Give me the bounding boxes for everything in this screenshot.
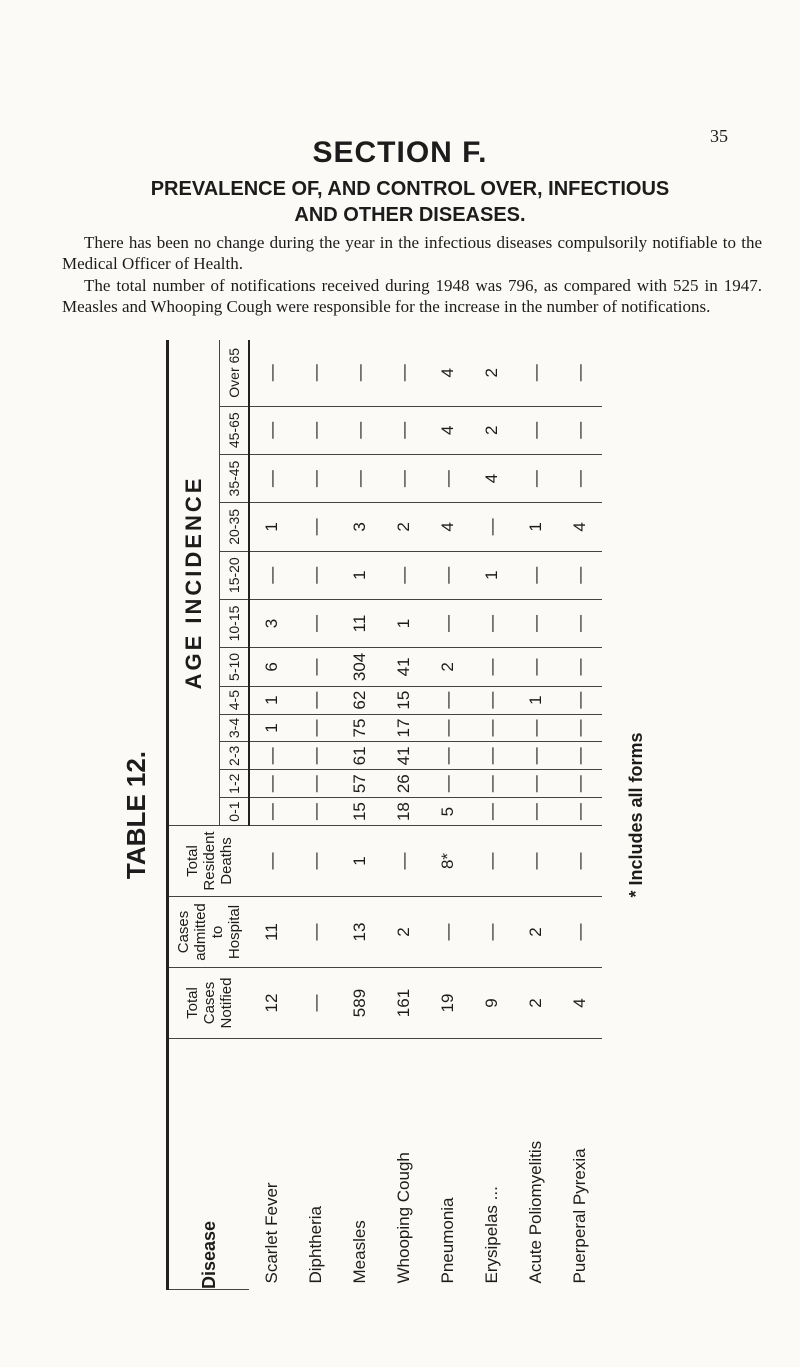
age-cell: —: [470, 770, 514, 798]
footnote: * Includes all forms: [626, 732, 646, 898]
admitted-cell: 11: [249, 897, 294, 968]
age-cell: —: [558, 798, 602, 826]
age-cell: —: [426, 551, 470, 599]
age-cell: —: [514, 406, 558, 454]
age-cell: —: [470, 714, 514, 742]
heading-line-1: PREVALENCE OF, AND CONTROL OVER, INFECTIOUS: [150, 178, 670, 200]
disease-header: Disease: [168, 1039, 250, 1290]
age-cell: —: [514, 798, 558, 826]
age-cell: 6: [249, 648, 294, 687]
age-cell: 41: [382, 648, 426, 687]
age-cell: 17: [382, 714, 426, 742]
age-cell: 11: [338, 599, 382, 647]
table-row: [294, 340, 338, 1290]
age-cell: 1: [338, 551, 382, 599]
admitted-cell: 2: [514, 897, 558, 968]
age-cell: —: [382, 406, 426, 454]
rotated-table: [106, 340, 706, 1290]
age-cell: —: [558, 340, 602, 406]
deaths-cell: —: [558, 826, 602, 897]
age-cell: —: [470, 503, 514, 551]
age-cell: 75: [338, 714, 382, 742]
age-cell: —: [558, 599, 602, 647]
total-cell: 589: [338, 968, 382, 1039]
admitted-cell: 13: [338, 897, 382, 968]
age-cell: —: [558, 742, 602, 770]
deaths-header: Total Resident Deaths: [168, 826, 250, 897]
age-cell: —: [294, 454, 338, 502]
age-cell: 3: [338, 503, 382, 551]
age-cell: 57: [338, 770, 382, 798]
age-column-header: 15-20: [220, 551, 250, 599]
table-row: [514, 340, 558, 1290]
disease-name: Acute Poliomyelitis: [526, 1140, 545, 1284]
disease-name: Scarlet Fever: [261, 1182, 281, 1284]
age-cell: —: [470, 798, 514, 826]
age-column-header: 35-45: [220, 454, 250, 502]
age-cell: 5: [426, 798, 470, 826]
age-cell: —: [294, 503, 338, 551]
disease-name: Whooping Cough: [394, 1152, 413, 1284]
age-incidence-header: AGE INCIDENCE: [168, 340, 220, 826]
age-cell: —: [470, 599, 514, 647]
disease-name: Diphtheria: [306, 1206, 325, 1284]
age-cell: —: [470, 686, 514, 714]
age-cell: 26: [382, 770, 426, 798]
admitted-cell: 2: [382, 897, 426, 968]
age-cell: —: [426, 454, 470, 502]
age-column-header: Over 65: [220, 340, 250, 406]
age-cell: —: [514, 454, 558, 502]
table-body: [249, 340, 602, 1290]
age-cell: 62: [338, 686, 382, 714]
age-cell: —: [249, 551, 294, 599]
total-cell: 2: [514, 968, 558, 1039]
age-column-header: 5-10: [220, 648, 250, 687]
admitted-cell: —: [558, 897, 602, 968]
total-header: Total Cases Notified: [168, 968, 250, 1039]
age-cell: —: [514, 551, 558, 599]
age-column-header: 10-15: [220, 599, 250, 647]
age-cell: —: [249, 454, 294, 502]
age-cell: 1: [514, 686, 558, 714]
deaths-cell: 8*: [426, 826, 470, 897]
age-cell: —: [338, 454, 382, 502]
disease-name: Puerperal Pyrexia: [570, 1148, 589, 1284]
deaths-cell: —: [470, 826, 514, 897]
age-cell: —: [558, 551, 602, 599]
table-row: [426, 340, 470, 1290]
age-cell: —: [294, 798, 338, 826]
deaths-cell: 1: [338, 826, 382, 897]
disease-name: Pneumonia: [438, 1197, 457, 1284]
age-cell: 1: [249, 714, 294, 742]
age-cell: —: [382, 454, 426, 502]
age-cell: 61: [338, 742, 382, 770]
age-cell: —: [514, 742, 558, 770]
age-cell: 4: [426, 406, 470, 454]
deaths-cell: —: [249, 826, 294, 897]
age-cell: —: [294, 599, 338, 647]
section-title: SECTION F.: [312, 136, 488, 169]
age-cell: 3: [249, 599, 294, 647]
table-title: TABLE 12.: [121, 750, 151, 880]
age-cell: —: [426, 686, 470, 714]
total-cell: 12: [249, 968, 294, 1039]
age-cell: —: [249, 340, 294, 406]
age-cell: 1: [382, 599, 426, 647]
age-cell: —: [558, 454, 602, 502]
deaths-cell: —: [294, 826, 338, 897]
admitted-cell: —: [294, 897, 338, 968]
age-column-header: 2-3: [220, 742, 250, 770]
age-cell: —: [249, 406, 294, 454]
age-cell: —: [514, 770, 558, 798]
total-cell: 161: [382, 968, 426, 1039]
page-number: 35: [710, 126, 728, 146]
age-cell: —: [249, 798, 294, 826]
age-cell: —: [249, 770, 294, 798]
age-cell: 2: [470, 406, 514, 454]
age-cell: 4: [470, 454, 514, 502]
age-cell: —: [558, 648, 602, 687]
deaths-cell: —: [382, 826, 426, 897]
table-row: [470, 340, 514, 1290]
total-cell: 19: [426, 968, 470, 1039]
age-cell: —: [514, 648, 558, 687]
total-cell: —: [294, 968, 338, 1039]
age-cell: 4: [426, 503, 470, 551]
age-cell: —: [294, 406, 338, 454]
age-cell: —: [294, 686, 338, 714]
age-cell: 41: [382, 742, 426, 770]
age-column-header: 0-1: [220, 798, 250, 826]
age-cell: —: [294, 340, 338, 406]
age-cell: —: [514, 599, 558, 647]
age-cell: 1: [514, 503, 558, 551]
age-cell: 2: [470, 340, 514, 406]
age-cell: —: [514, 714, 558, 742]
age-cell: —: [558, 406, 602, 454]
age-cell: 4: [426, 340, 470, 406]
age-cell: —: [470, 648, 514, 687]
disease-table: [166, 340, 602, 1290]
age-cell: —: [558, 686, 602, 714]
age-cell: —: [338, 340, 382, 406]
admitted-header: Cases admitted to Hospital: [168, 897, 250, 968]
age-cell: —: [514, 340, 558, 406]
paragraph-2: The total number of notifications received during 1948 was 796, as compared with 525 in 1947. Measles and Whooping Cough were responsible for the increase in the number of notifications.: [62, 276, 762, 316]
age-cell: —: [426, 714, 470, 742]
age-cell: —: [294, 770, 338, 798]
age-cell: 4: [558, 503, 602, 551]
age-cell: —: [249, 742, 294, 770]
age-column-header: 3-4: [220, 714, 250, 742]
age-cell: 304: [338, 648, 382, 687]
age-cell: —: [294, 551, 338, 599]
age-cell: 15: [382, 686, 426, 714]
table-row: [338, 340, 382, 1290]
table-row: [558, 340, 602, 1290]
admitted-cell: —: [470, 897, 514, 968]
age-cell: —: [382, 340, 426, 406]
admitted-cell: —: [426, 897, 470, 968]
age-cell: —: [294, 714, 338, 742]
age-cell: 2: [382, 503, 426, 551]
age-cell: 1: [470, 551, 514, 599]
age-cell: 1: [249, 686, 294, 714]
age-cell: —: [470, 742, 514, 770]
age-cell: —: [426, 770, 470, 798]
age-cell: —: [382, 551, 426, 599]
disease-name: Erysipelas ...: [482, 1186, 501, 1284]
age-cell: —: [338, 406, 382, 454]
deaths-cell: —: [514, 826, 558, 897]
age-cell: 15: [338, 798, 382, 826]
age-column-header: 1-2: [220, 770, 250, 798]
age-cell: 18: [382, 798, 426, 826]
age-column-header: 45-65: [220, 406, 250, 454]
table-row: [382, 340, 426, 1290]
age-cell: —: [558, 714, 602, 742]
total-cell: 9: [470, 968, 514, 1039]
total-cell: 4: [558, 968, 602, 1039]
age-cell: —: [294, 648, 338, 687]
heading-line-2: AND OTHER DISEASES.: [294, 204, 526, 226]
age-cell: —: [294, 742, 338, 770]
age-cell: 2: [426, 648, 470, 687]
age-cell: 1: [249, 503, 294, 551]
age-cell: —: [426, 599, 470, 647]
age-cell: —: [426, 742, 470, 770]
disease-name: Measles: [350, 1220, 369, 1284]
age-cell: —: [558, 770, 602, 798]
age-column-header: 4-5: [220, 686, 250, 714]
age-column-header: 20-35: [220, 503, 250, 551]
table-row: [249, 340, 294, 1290]
paragraph-1: There has been no change during the year in the infectious diseases compulsorily notifiable to the Medical Officer of Health.: [62, 233, 762, 273]
